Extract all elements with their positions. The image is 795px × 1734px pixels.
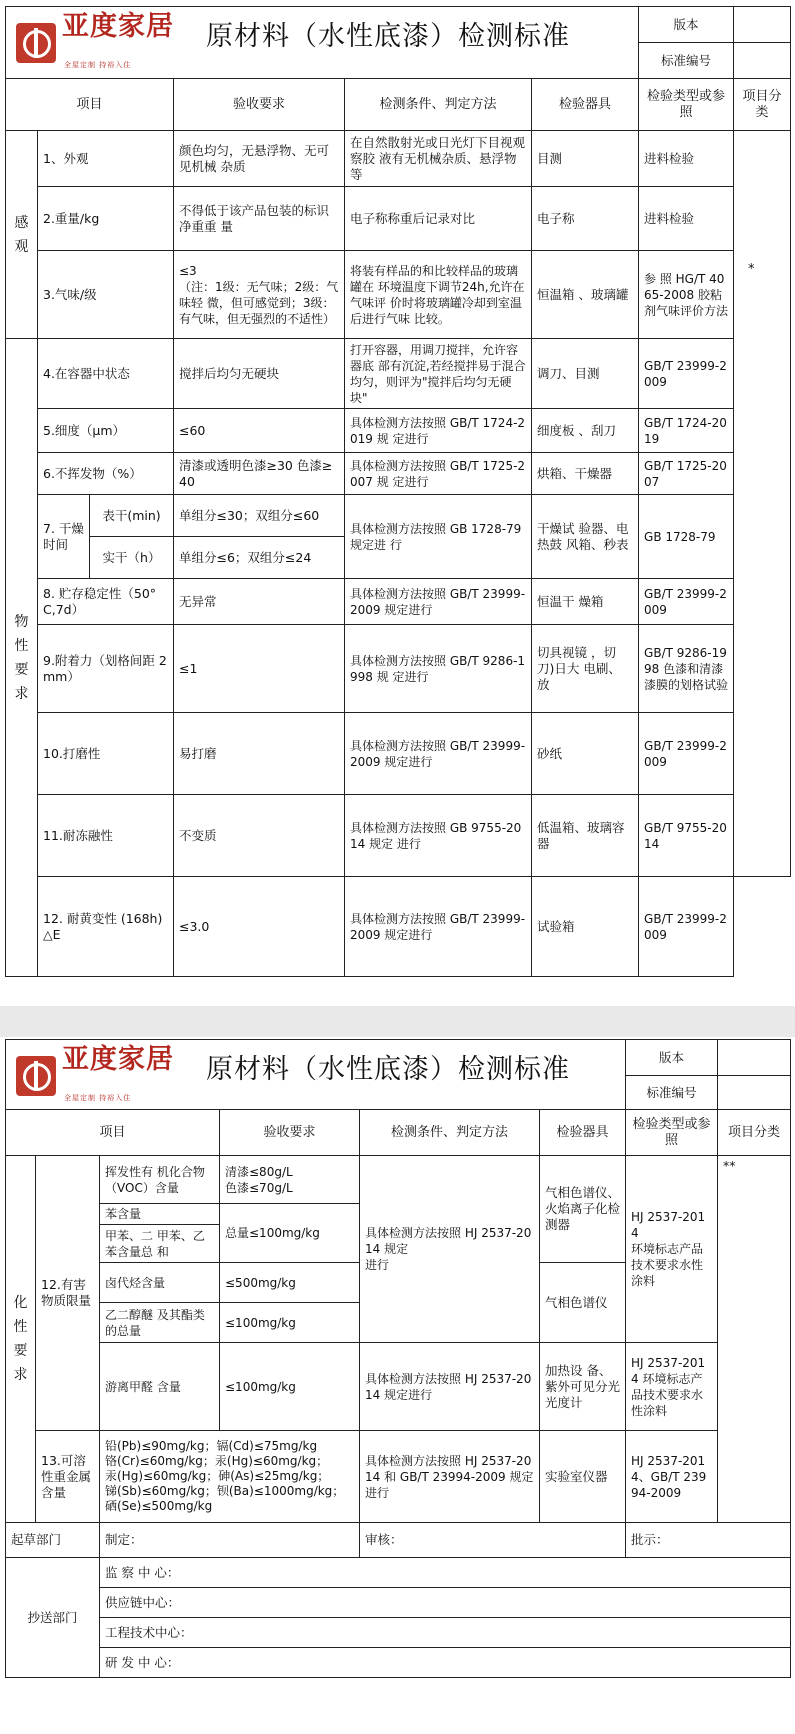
col-tool: 检验器具 bbox=[532, 79, 639, 131]
type-cell: 进料检验 bbox=[639, 187, 734, 251]
tool-cell: 恒温箱 、玻璃罐 bbox=[532, 251, 639, 339]
req-cell: ≤3 （注：1级：无气味；2级：气味轻 微，但可感觉到；3级：有气味，但无强烈的不适性） bbox=[174, 251, 345, 339]
group-appearance: 感观 bbox=[6, 131, 38, 339]
type-cell: 参 照 HG/T 4065-2008 胶粘剂气味评价方法 bbox=[639, 251, 734, 339]
type-cell: GB/T 9755-2014 bbox=[639, 795, 734, 877]
method-cell: 具体检测方法按照 HJ 2537-2014 规定 进行 bbox=[360, 1156, 540, 1343]
logo-name: 亚度家居 bbox=[62, 1044, 174, 1075]
item-cell: 9.附着力（划格间距 2mm） bbox=[38, 625, 174, 713]
dist-item: 监 察 中 心： bbox=[100, 1558, 791, 1588]
method-cell: 具体检测方法按照 GB/T 1724-2019 规 定进行 bbox=[345, 409, 532, 453]
type-cell: GB/T 23999-2009 bbox=[639, 339, 734, 409]
item-cell: 13.可溶性重金属含量 bbox=[36, 1431, 100, 1523]
method-cell: 在自然散射光或日光灯下目视观察胶 液有无机械杂质、悬浮物等 bbox=[345, 131, 532, 187]
type-cell: HJ 2537-2014、GB/T 23994-2009 bbox=[626, 1431, 718, 1523]
tool-cell: 砂纸 bbox=[532, 713, 639, 795]
tool-cell: 目测 bbox=[532, 131, 639, 187]
header-title-cell bbox=[6, 1040, 626, 1110]
dist-label: 抄送部门 bbox=[6, 1558, 100, 1678]
tool-cell: 恒温干 燥箱 bbox=[532, 579, 639, 625]
item-cell: 12. 耐黄变性 (168h) △E bbox=[38, 877, 174, 977]
type-cell: GB/T 1725-2007 bbox=[639, 453, 734, 495]
logo-emblem-icon bbox=[16, 1056, 56, 1096]
version-label: 版本 bbox=[639, 7, 734, 43]
method-cell: 打开容器，用调刀搅拌，允许容器底 部有沉淀,若经搅拌易于混合均匀，则评为"搅拌后均匀无硬块" bbox=[345, 339, 532, 409]
req-cell: 易打磨 bbox=[174, 713, 345, 795]
dist-item: 研 发 中 心： bbox=[100, 1648, 791, 1678]
req-cell: 不得低于该产品包装的标识净重重 量 bbox=[174, 187, 345, 251]
cls-mark: * bbox=[748, 262, 755, 277]
tool-cell: 细度板 、刮刀 bbox=[532, 409, 639, 453]
tool-cell: 加热设 备、紫外可见分光光度计 bbox=[540, 1343, 626, 1431]
sign-draft-field: 制定： bbox=[100, 1523, 360, 1558]
page-title: 原材料（水性底漆）检测标准 bbox=[206, 21, 570, 52]
sub-item-cell: 卤代烃含量 bbox=[100, 1263, 220, 1303]
logo-slogan: 全屋定制 持裕入住 bbox=[64, 1094, 132, 1102]
item-cell: 10.打磨性 bbox=[38, 713, 174, 795]
req-cell: ≤3.0 bbox=[174, 877, 345, 977]
company-logo bbox=[14, 11, 184, 75]
header-title-cell bbox=[6, 7, 639, 79]
req-cell: 清漆或透明色漆≥30 色漆≥40 bbox=[174, 453, 345, 495]
sign-review-field: 审核： bbox=[360, 1523, 626, 1558]
tool-cell: 实验室仪器 bbox=[540, 1431, 626, 1523]
std-no-value bbox=[734, 43, 791, 79]
method-cell: 具体检测方法按照 HJ 2537-2014 和 GB/T 23994-2009 规定进行 bbox=[360, 1431, 540, 1523]
dist-item: 工程技术中心： bbox=[100, 1618, 791, 1648]
req-cell: 单组分≤30；双组分≤60 bbox=[174, 495, 345, 537]
method-cell: 具体检测方法按照 GB/T 23999-2009 规定进行 bbox=[345, 579, 532, 625]
col-req: 验收要求 bbox=[174, 79, 345, 131]
req-cell: 颜色均匀，无悬浮物、无可见机械 杂质 bbox=[174, 131, 345, 187]
tool-cell: 试验箱 bbox=[532, 877, 639, 977]
item-cell: 12.有害物质限量 bbox=[36, 1156, 100, 1431]
sub-item-cell: 甲苯、二 甲苯、乙 苯含量总 和 bbox=[100, 1225, 220, 1263]
tool-cell: 气相色谱仪 bbox=[540, 1263, 626, 1343]
type-cell: HJ 2537-2014 环境标志产品技术要求水性涂料 bbox=[626, 1156, 718, 1343]
tool-cell: 调刀、目测 bbox=[532, 339, 639, 409]
item-cell: 7. 干燥时间 bbox=[38, 495, 90, 579]
method-cell: 将装有样品的和比较样品的玻璃罐在 环境温度下调节24h,允许在气味评 价时将玻璃罐冷却到室温后进行气味 比较。 bbox=[345, 251, 532, 339]
col-cls: 项目分类 bbox=[734, 79, 791, 131]
method-cell: 具体检测方法按照 GB/T 1725-2007 规 定进行 bbox=[345, 453, 532, 495]
group-chem: 化性要求 bbox=[6, 1156, 36, 1523]
item-cell: 3.气味/级 bbox=[38, 251, 174, 339]
version-value bbox=[734, 7, 791, 43]
type-cell: GB 1728-79 bbox=[639, 495, 734, 579]
company-logo bbox=[14, 1044, 184, 1108]
col-method: 检测条件、判定方法 bbox=[345, 79, 532, 131]
sub-item-cell: 挥发性有 机化合物（VOC）含量 bbox=[100, 1156, 220, 1204]
req-cell: ≤1 bbox=[174, 625, 345, 713]
method-cell: 具体检测方法按照 GB 9755-2014 规定 进行 bbox=[345, 795, 532, 877]
standard-table-page-1 bbox=[5, 6, 791, 977]
req-cell: 清漆≤80g/L 色漆≤70g/L bbox=[220, 1156, 360, 1204]
col-cls: 项目分类 bbox=[718, 1110, 791, 1156]
std-no-label: 标准编号 bbox=[639, 43, 734, 79]
col-method: 检测条件、判定方法 bbox=[360, 1110, 540, 1156]
method-cell: 具体检测方法按照 GB/T 9286-1998 规 定进行 bbox=[345, 625, 532, 713]
tool-cell: 切具视镜 ，切刀)日大 电刷、放 bbox=[532, 625, 639, 713]
req-cell: 铅(Pb)≤90mg/kg；镉(Cd)≤75mg/kg 铬(Cr)≤60mg/kg；汞(Hg)≤60mg/kg； 汞(Hg)≤60mg/kg；砷(As)≤25mg/kg； 锑(Sb)≤60mg/kg；钡(Ba)≤1000mg/kg； 硒(Se)≤500mg/kg bbox=[100, 1431, 360, 1523]
std-no-label: 标准编号 bbox=[626, 1076, 718, 1110]
req-cell: 单组分≤6；双组分≤24 bbox=[174, 537, 345, 579]
type-cell: HJ 2537-2014 环境标志产品技术要求水性涂料 bbox=[626, 1343, 718, 1431]
logo-slogan: 全屋定制 持裕入住 bbox=[64, 61, 132, 69]
col-type: 检验类型或参照 bbox=[639, 79, 734, 131]
version-label: 版本 bbox=[626, 1040, 718, 1076]
document-page-2 bbox=[0, 1037, 795, 1734]
item-cell: 4.在容器中状态 bbox=[38, 339, 174, 409]
req-cell: 搅拌后均匀无硬块 bbox=[174, 339, 345, 409]
item-cell: 6.不挥发物（%） bbox=[38, 453, 174, 495]
req-cell: 无异常 bbox=[174, 579, 345, 625]
type-cell: GB/T 23999-2009 bbox=[639, 713, 734, 795]
item-cell: 8. 贮存稳定性（50° C,7d） bbox=[38, 579, 174, 625]
type-cell: GB/T 9286-1998 色漆和清漆 漆膜的划格试验 bbox=[639, 625, 734, 713]
req-cell: 总量≤100mg/kg bbox=[220, 1204, 360, 1263]
col-tool: 检验器具 bbox=[540, 1110, 626, 1156]
sub-item-cell: 游离甲醛 含量 bbox=[100, 1343, 220, 1431]
tool-cell: 气相色谱仪、火焰离子化检测器 bbox=[540, 1156, 626, 1263]
method-cell: 电子称称重后记录对比 bbox=[345, 187, 532, 251]
item-cell: 5.细度（μm） bbox=[38, 409, 174, 453]
dist-item: 供应链中心： bbox=[100, 1588, 791, 1618]
method-cell: 具体检测方法按照 HJ 2537-2014 规定进行 bbox=[360, 1343, 540, 1431]
sub-item-cell: 表干(min) bbox=[90, 495, 174, 537]
logo-emblem-icon bbox=[16, 23, 56, 63]
method-cell: 具体检测方法按照 GB 1728-79 规定进 行 bbox=[345, 495, 532, 579]
req-cell: ≤60 bbox=[174, 409, 345, 453]
sign-dept-label: 起草部门 bbox=[6, 1523, 100, 1558]
method-cell: 具体检测方法按照 GB/T 23999-2009 规定进行 bbox=[345, 713, 532, 795]
item-cell: 1、外观 bbox=[38, 131, 174, 187]
cls-cell: ** bbox=[718, 1156, 791, 1523]
type-cell: GB/T 1724-2019 bbox=[639, 409, 734, 453]
cls-cell bbox=[734, 131, 791, 877]
item-cell: 2.重量/kg bbox=[38, 187, 174, 251]
type-cell: GB/T 23999-2009 bbox=[639, 877, 734, 977]
std-no-value bbox=[718, 1076, 791, 1110]
standard-table-page-2 bbox=[5, 1039, 791, 1678]
req-cell: 不变质 bbox=[174, 795, 345, 877]
item-cell: 11.耐冻融性 bbox=[38, 795, 174, 877]
sign-approve-field: 批示： bbox=[626, 1523, 791, 1558]
sub-item-cell: 实干（h） bbox=[90, 537, 174, 579]
page-title: 原材料（水性底漆）检测标准 bbox=[206, 1054, 570, 1085]
sub-item-cell: 乙二醇醚 及其酯类 的总量 bbox=[100, 1303, 220, 1343]
tool-cell: 电子称 bbox=[532, 187, 639, 251]
type-cell: 进料检验 bbox=[639, 131, 734, 187]
type-cell: GB/T 23999-2009 bbox=[639, 579, 734, 625]
tool-cell: 烘箱、干燥器 bbox=[532, 453, 639, 495]
sub-item-cell: 苯含量 bbox=[100, 1204, 220, 1225]
col-req: 验收要求 bbox=[220, 1110, 360, 1156]
tool-cell: 低温箱、玻璃容器 bbox=[532, 795, 639, 877]
col-item: 项目 bbox=[6, 1110, 220, 1156]
version-value bbox=[718, 1040, 791, 1076]
group-physical: 物性要求 bbox=[6, 339, 38, 977]
col-item: 项目 bbox=[6, 79, 174, 131]
req-cell: ≤500mg/kg bbox=[220, 1263, 360, 1303]
logo-name: 亚度家居 bbox=[62, 11, 174, 42]
method-cell: 具体检测方法按照 GB/T 23999-2009 规定进行 bbox=[345, 877, 532, 977]
req-cell: ≤100mg/kg bbox=[220, 1343, 360, 1431]
tool-cell: 干燥试 验器、电热鼓 风箱、秒表 bbox=[532, 495, 639, 579]
col-type: 检验类型或参照 bbox=[626, 1110, 718, 1156]
req-cell: ≤100mg/kg bbox=[220, 1303, 360, 1343]
